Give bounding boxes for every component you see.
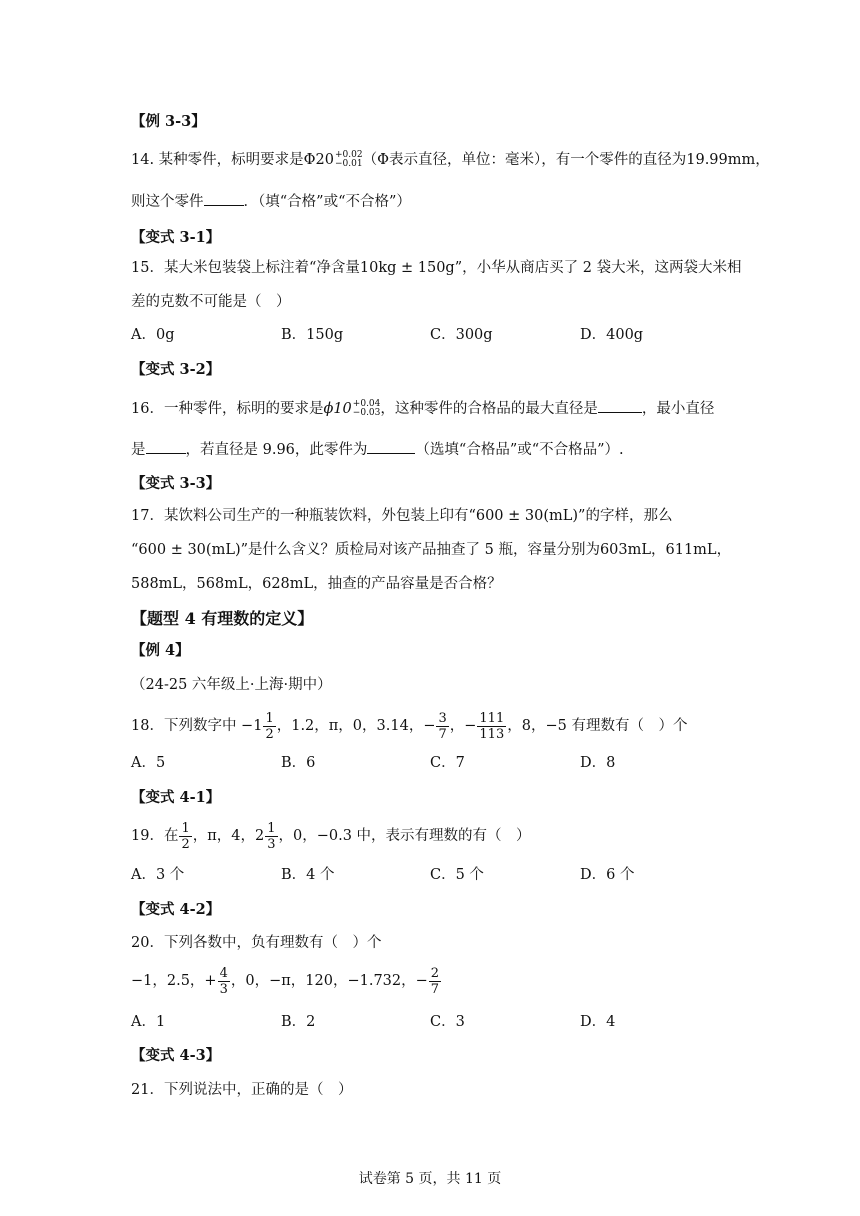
q16-min-blank[interactable]	[146, 439, 186, 454]
q20-option-d[interactable]: D．4	[580, 1014, 616, 1030]
label-example-4: 【例 4】	[131, 642, 190, 659]
q16-tolerance: +0.04 −0.03	[352, 399, 381, 418]
q18-fraction-3: $\frac{111}{113}$	[479, 710, 505, 742]
question-17-line3: 588mL，568mL，628mL，抽查的产品容量是否合格？	[131, 576, 502, 592]
label-variant-3-2: 【变式 3-2】	[131, 361, 221, 378]
q20-fraction-1: $\frac{4}{3}$	[219, 965, 228, 997]
question-21: 21．下列说法中，正确的是（ ）	[131, 1082, 353, 1098]
question-16-line1: 16．一种零件，标明的要求是ϕ10 +0.04 −0.03 ，这种零件的合格品的最大直径是 ，最小直径	[131, 399, 715, 418]
q18-option-b[interactable]: B．6	[281, 755, 316, 771]
label-variant-3-3: 【变式 3-3】	[131, 475, 221, 492]
q14-tolerance: +0.02 −0.01	[335, 150, 363, 169]
q20-option-a[interactable]: A．1	[131, 1014, 166, 1030]
question-20-line1: 20．下列各数中，负有理数有（ ）个	[131, 935, 382, 951]
question-19: 19．在 $\frac{1}{2}$ ，π，4，2 $\frac{1}{3}$ ，0，−0.3 中，表示有理数的有（ ）	[131, 820, 531, 852]
q18-fraction-2: $\frac{3}{7}$	[438, 710, 447, 742]
q20-option-c[interactable]: C．3	[430, 1014, 465, 1030]
source-note: （24-25 六年级上·上海·期中）	[131, 677, 332, 693]
q20-fraction-2: $\frac{2}{7}$	[430, 965, 440, 997]
question-16-line2: 是 ，若直径是 9.96，此零件为 （选填“合格品”或“不合格品”）.	[131, 439, 624, 460]
question-17-line2: “600 ± 30(mL)”是什么含义？质检局对该产品抽查了 5 瓶，容量分别为603mL，611mL，	[131, 542, 732, 558]
q15-option-a[interactable]: A．0g	[131, 327, 175, 343]
q18-option-a[interactable]: A．5	[131, 755, 166, 771]
label-example-3-3: 【例 3-3】	[131, 113, 206, 130]
q15-option-d[interactable]: D．400g	[580, 327, 644, 343]
q19-option-a[interactable]: A．3 个	[131, 867, 185, 883]
question-20-line2: −1，2.5，+ $\frac{4}{3}$ ，0，−π，120，−1.732，− $\frac{2}{7}$	[131, 965, 440, 997]
q19-option-d[interactable]: D．6 个	[580, 867, 635, 883]
q18-fraction-1: $\frac{1}{2}$	[265, 710, 274, 742]
question-17-line1: 17．某饮料公司生产的一种瓶装饮料，外包装上印有“600 ± 30(mL)”的字样，那么	[131, 508, 673, 524]
question-14-line1	[131, 150, 770, 170]
q18-option-d[interactable]: D．8	[580, 755, 616, 771]
q14-answer-blank[interactable]	[204, 191, 244, 206]
q19-fraction-2: $\frac{1}{3}$	[267, 820, 276, 852]
q16-max-blank[interactable]	[598, 398, 642, 413]
question-15-line2: 差的克数不可能是（ ）	[131, 294, 291, 310]
q19-fraction-1: $\frac{1}{2}$	[181, 820, 190, 852]
q19-option-b[interactable]: B．4 个	[281, 867, 335, 883]
q20-option-b[interactable]: B．2	[281, 1014, 316, 1030]
q18-option-c[interactable]: C．7	[430, 755, 465, 771]
question-15-line1: 15．某大米包装袋上标注着“净含量10kg ± 150g”，小华从商店买了 2 袋大米，这两袋大米相	[131, 260, 742, 276]
label-variant-4-3: 【变式 4-3】	[131, 1047, 221, 1064]
q15-option-b[interactable]: B．150g	[281, 327, 344, 343]
q16-result-blank[interactable]	[367, 439, 415, 454]
question-18: 18．下列数字中 −1 $\frac{1}{2}$ ，1.2，π，0，3.14，− $\frac{3}{7}$ ，− $\frac{111}{113}$ ，8，−5 有理数有（ ）个	[131, 710, 688, 742]
label-variant-4-2: 【变式 4-2】	[131, 901, 221, 918]
page-footer: 试卷第 5 页，共 11 页	[358, 1171, 502, 1187]
label-variant-4-1: 【变式 4-1】	[131, 789, 221, 806]
q14-text-a: 14. 某种零件，标明要求是Φ20	[131, 152, 335, 168]
q15-option-c[interactable]: C．300g	[430, 327, 493, 343]
q14-text-b: （Φ表示直径，单位：毫米），有一个零件的直径为19.99mm，	[362, 152, 770, 168]
section-heading-type-4: 【题型 4 有理数的定义】	[131, 609, 314, 628]
q19-option-c[interactable]: C．5 个	[430, 867, 484, 883]
question-14-line2: 则这个零件 ．（填“合格”或“不合格”）	[131, 191, 411, 212]
label-variant-3-1: 【变式 3-1】	[131, 229, 221, 246]
